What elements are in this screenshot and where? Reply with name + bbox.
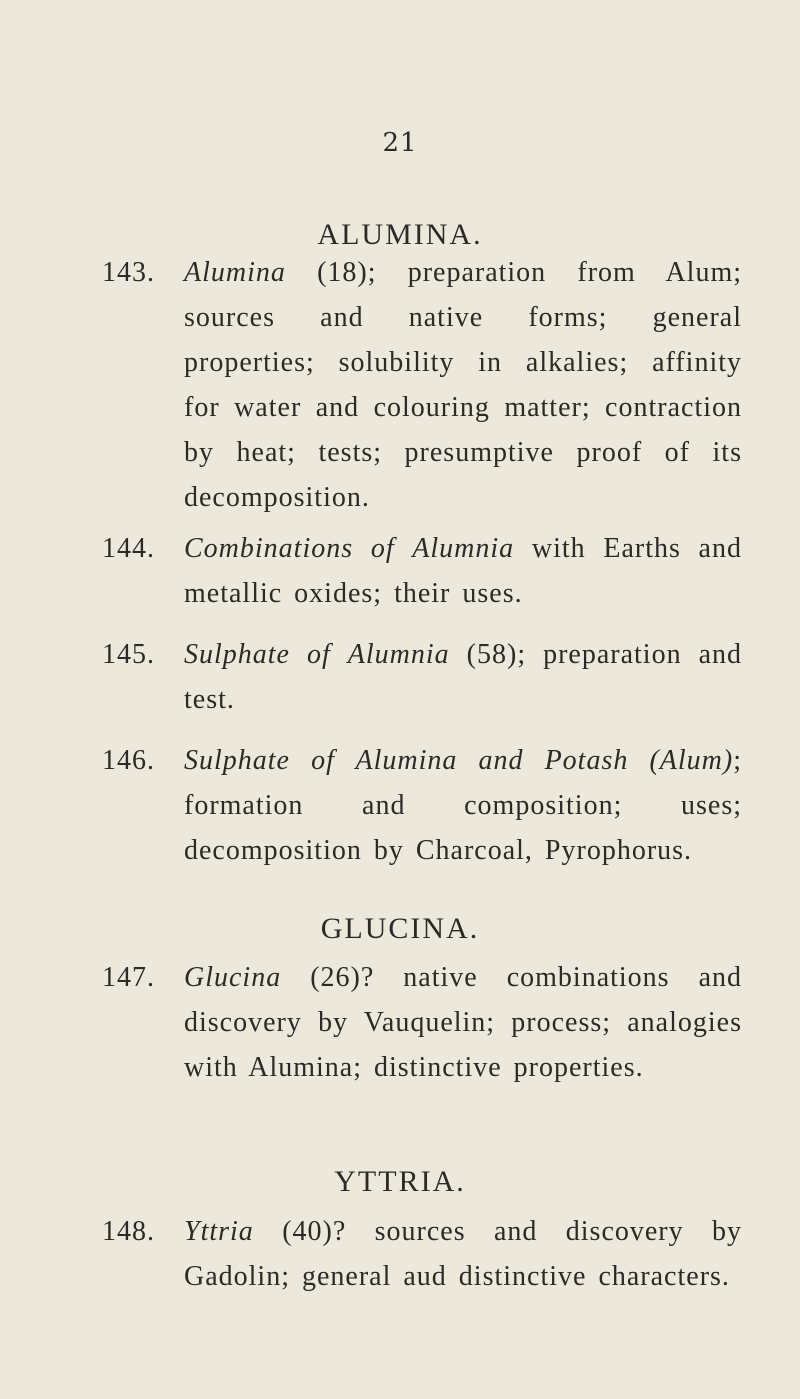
entry-title: Sulphate of Alumina and Potash (Alum)	[184, 745, 734, 776]
entry-148	[102, 1209, 742, 1299]
entry-title: Alumina	[184, 257, 286, 288]
section-heading-yttria: YTTRIA.	[334, 1165, 466, 1198]
entry-description: (26)? native combinations and discovery by Vauquelin; process; analogies with Alumina; distinctive properties.	[184, 962, 742, 1083]
entry-title: Yttria	[184, 1216, 254, 1247]
entry-number: 147.	[102, 962, 155, 993]
entry-description: ; formation and composition; uses; decomposition by Charcoal, Pyrophorus.	[184, 745, 742, 866]
entry-number: 145.	[102, 639, 155, 670]
section-heading-glucina: GLUCINA.	[320, 912, 480, 945]
entry-number: 148.	[102, 1216, 155, 1247]
entry-146	[102, 738, 742, 873]
entry-title-of: of	[307, 639, 331, 670]
entry-143	[102, 250, 742, 520]
entry-145	[102, 632, 742, 722]
entry-text	[184, 955, 742, 1090]
page-number: 21	[382, 128, 418, 158]
entry-number: 144.	[102, 533, 155, 564]
entry-text	[184, 250, 742, 520]
entry-title-of: of	[370, 533, 395, 564]
entry-text	[184, 632, 742, 722]
entry-text	[184, 1209, 742, 1299]
entry-title-pre: Sulphate	[184, 639, 290, 670]
entry-number: 146.	[102, 745, 155, 776]
entry-description: with Earths and metallic oxides; their uses.	[184, 533, 742, 609]
entry-number: 143.	[102, 257, 155, 288]
entry-144	[102, 526, 742, 616]
entry-description: (40)? sources and discovery by Gadolin; general aud distinctive characters.	[184, 1216, 742, 1292]
entry-text	[184, 526, 742, 616]
entry-description: (18); preparation from Alum; sources and native forms; general properties; solubility in alkalies; affinity for water and colouring matter; contraction by heat; tests; presumptive proof of its decomposition.	[184, 257, 742, 513]
entry-title: Alumnia	[347, 639, 450, 670]
section-heading-alumina: ALUMINA.	[317, 218, 483, 251]
entry-title: Alumnia	[412, 533, 515, 564]
entry-description: (58); preparation and test.	[184, 639, 743, 715]
entry-147	[102, 955, 742, 1090]
entry-title-pre: Combinations	[184, 533, 354, 564]
entry-title: Glucina	[184, 962, 282, 993]
entry-text	[184, 738, 742, 873]
